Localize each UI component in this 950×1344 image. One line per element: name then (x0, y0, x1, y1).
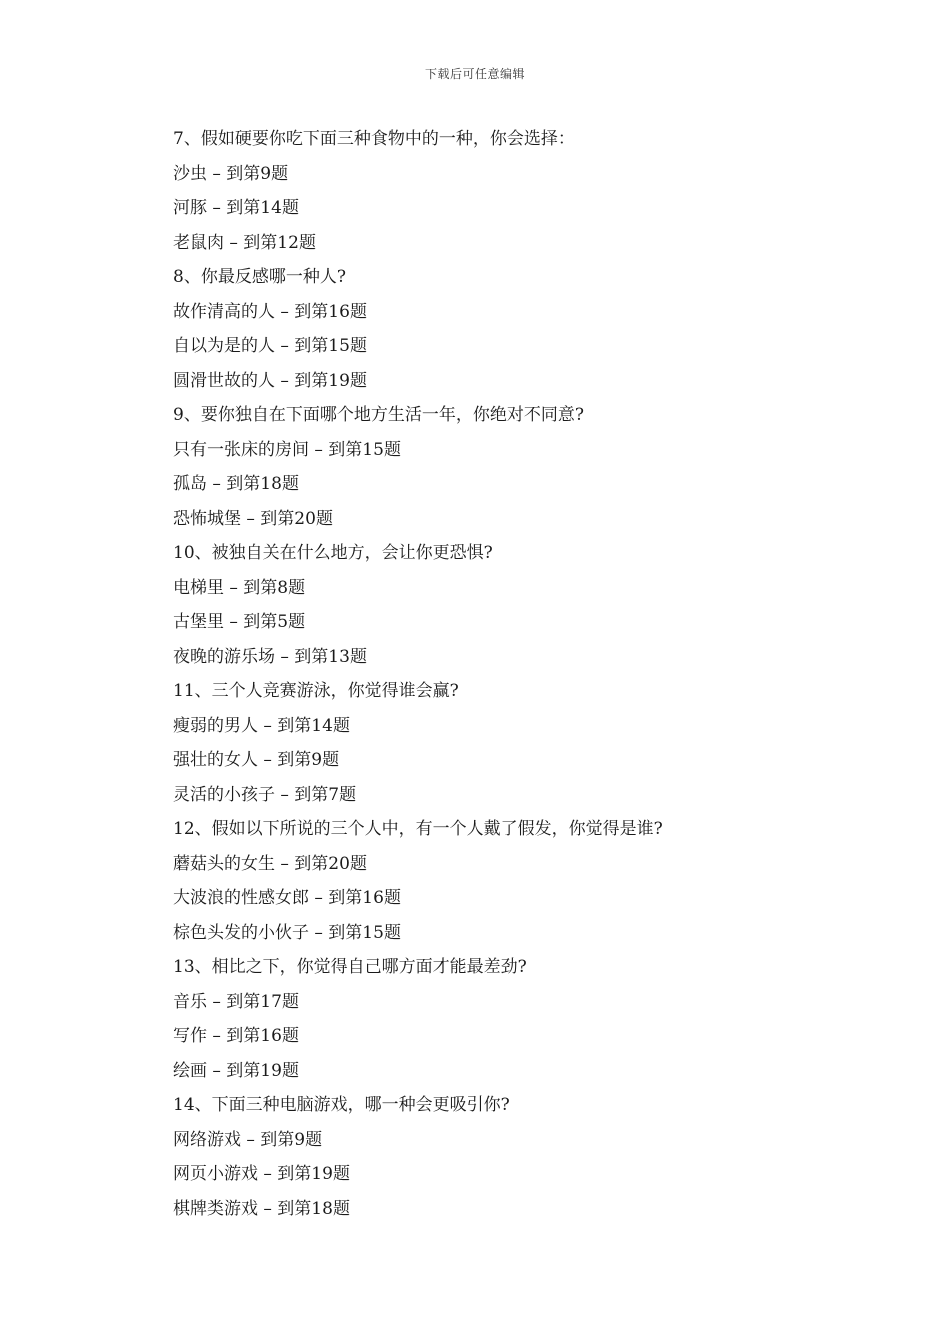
option-line: 故作清高的人 – 到第16题 (173, 301, 367, 322)
question-11: 11、三个人竞赛游泳，你觉得谁会赢? (173, 681, 459, 701)
option-line: 灵活的小孩子 – 到第7题 (173, 784, 357, 805)
question-10: 10、被独自关在什么地方，会让你更恐惧? (173, 543, 493, 563)
question-14: 14、下面三种电脑游戏，哪一种会更吸引你? (173, 1095, 510, 1115)
page-header: 下载后可任意编辑 (424, 67, 525, 81)
option-line: 孤岛 – 到第18题 (173, 474, 299, 494)
option-line: 瘦弱的男人 – 到第14题 (173, 715, 350, 736)
question-7: 7、假如硬要你吃下面三种食物中的一种，你会选择： (173, 129, 575, 149)
option-line: 沙虫 – 到第9题 (173, 163, 289, 184)
option-line: 强壮的女人 – 到第9题 (173, 750, 340, 770)
option-line: 网页小游戏 – 到第19题 (173, 1164, 350, 1184)
option-line: 圆滑世故的人 – 到第19题 (173, 370, 367, 391)
question-13: 13、相比之下，你觉得自己哪方面才能最差劲? (173, 957, 527, 977)
option-line: 棕色头发的小伙子 – 到第15题 (173, 922, 401, 943)
option-line: 棋牌类游戏 – 到第18题 (173, 1198, 350, 1219)
option-line: 老鼠肉 – 到第12题 (173, 232, 316, 253)
option-line: 网络游戏 – 到第9题 (173, 1129, 323, 1150)
option-line: 自以为是的人 – 到第15题 (173, 336, 367, 356)
option-line: 蘑菇头的女生 – 到第20题 (173, 853, 367, 874)
option-line: 电梯里 – 到第8题 (173, 577, 306, 598)
option-line: 河豚 – 到第14题 (173, 198, 299, 218)
question-9: 9、要你独自在下面哪个地方生活一年，你绝对不同意? (173, 405, 584, 425)
question-12: 12、假如以下所说的三个人中，有一个人戴了假发，你觉得是谁? (173, 819, 663, 839)
option-line: 只有一张床的房间 – 到第15题 (173, 439, 401, 460)
option-line: 古堡里 – 到第5题 (173, 612, 306, 632)
option-line: 夜晚的游乐场 – 到第13题 (173, 646, 367, 667)
option-line: 音乐 – 到第17题 (173, 991, 299, 1012)
option-line: 写作 – 到第16题 (173, 1026, 299, 1046)
quiz-content (173, 122, 873, 1226)
question-8: 8、你最反感哪一种人? (173, 267, 346, 287)
option-line: 大波浪的性感女郎 – 到第16题 (173, 888, 401, 908)
option-line: 绘画 – 到第19题 (173, 1060, 299, 1081)
option-line: 恐怖城堡 – 到第20题 (173, 508, 333, 529)
